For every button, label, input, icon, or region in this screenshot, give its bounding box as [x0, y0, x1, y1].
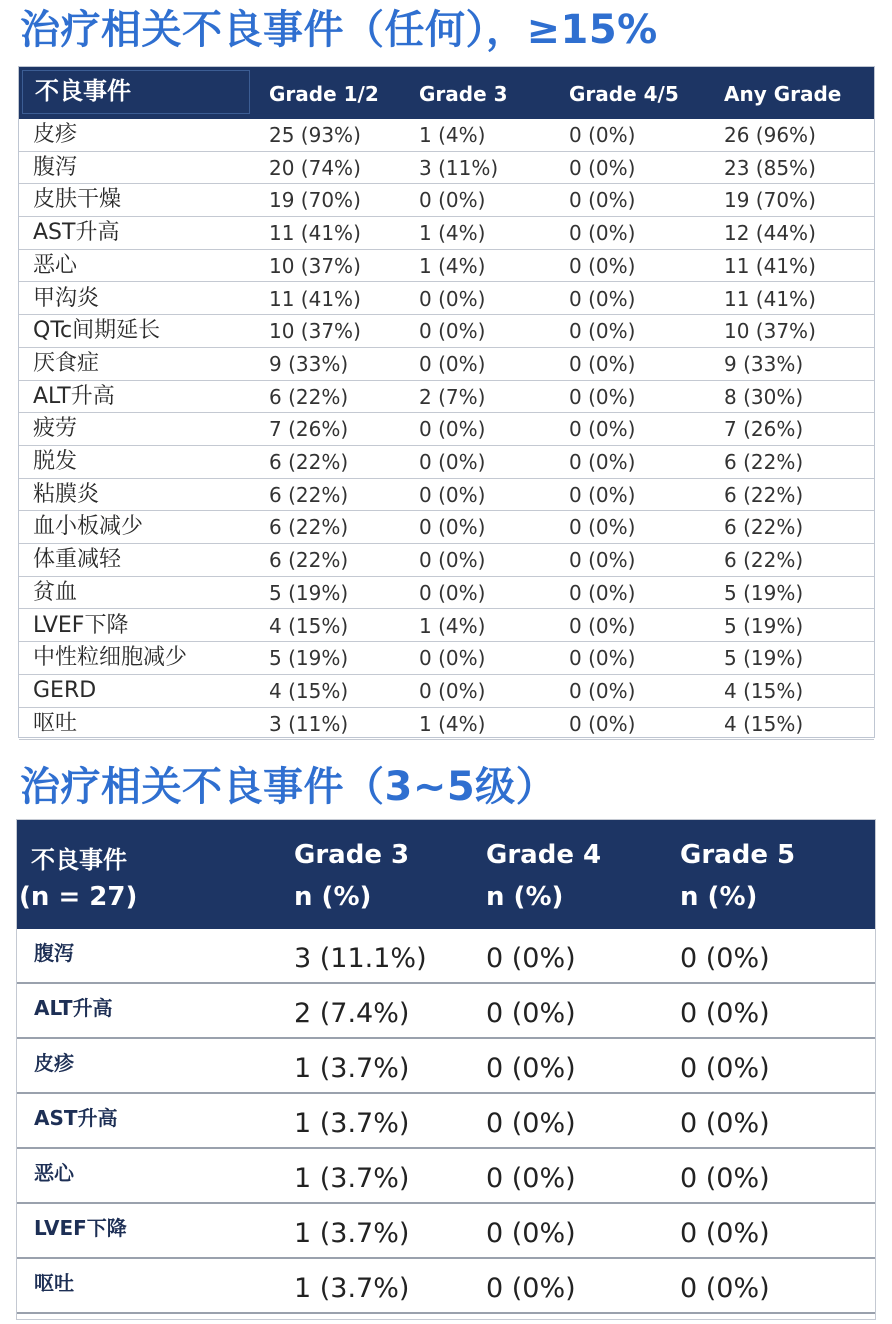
- value-cell: 0 (0%): [419, 515, 486, 540]
- value-cell: 0 (0%): [569, 253, 636, 278]
- value-cell: 0 (0%): [486, 943, 576, 974]
- table-row: [19, 511, 874, 544]
- table-row: [17, 1094, 875, 1149]
- value-cell: 2 (7.4%): [294, 998, 410, 1029]
- value-cell: 1 (3.7%): [294, 1163, 410, 1194]
- value-cell: 0 (0%): [486, 1108, 576, 1139]
- table-row: [19, 315, 874, 348]
- value-cell: 0 (0%): [569, 384, 636, 409]
- value-cell: 0 (0%): [680, 1163, 770, 1194]
- value-cell: 8 (30%): [724, 384, 804, 409]
- event-name-cell: 贫血: [33, 579, 78, 605]
- table-row: [17, 984, 875, 1039]
- value-cell: 12 (44%): [724, 221, 816, 246]
- value-cell: 7 (26%): [724, 417, 804, 442]
- header-cell: Grade 3: [294, 840, 410, 870]
- value-cell: 4 (15%): [724, 711, 804, 736]
- event-name-cell: 体重减轻: [33, 547, 122, 573]
- event-name-cell: 血小板减少: [33, 514, 144, 540]
- value-cell: 0 (0%): [486, 1163, 576, 1194]
- table-row: [19, 283, 874, 316]
- value-cell: 23 (85%): [724, 155, 816, 180]
- value-cell: 1 (4%): [419, 711, 486, 736]
- value-cell: 9 (33%): [269, 351, 349, 376]
- value-cell: 0 (0%): [569, 646, 636, 671]
- header-cell: Grade 5: [680, 840, 796, 870]
- value-cell: 6 (22%): [269, 548, 349, 573]
- value-cell: 1 (4%): [419, 221, 486, 246]
- table-row: [19, 479, 874, 512]
- value-cell: 0 (0%): [419, 417, 486, 442]
- value-cell: 6 (22%): [724, 548, 804, 573]
- value-cell: 25 (93%): [269, 123, 361, 147]
- table-row: [19, 642, 874, 675]
- value-cell: 0 (0%): [569, 711, 636, 736]
- event-name-cell: 皮疹: [33, 122, 78, 147]
- header-cell-sub: n (%): [486, 882, 564, 912]
- value-cell: 0 (0%): [419, 319, 486, 344]
- value-cell: 0 (0%): [569, 286, 636, 311]
- value-cell: 0 (0%): [680, 998, 770, 1029]
- page-title: 治疗相关不良事件（任何），≥15%: [20, 7, 658, 53]
- value-cell: 4 (15%): [724, 678, 804, 703]
- value-cell: 0 (0%): [569, 319, 636, 344]
- value-cell: 4 (15%): [269, 613, 349, 638]
- value-cell: 0 (0%): [419, 188, 486, 213]
- header-cell: Grade 4: [486, 840, 602, 870]
- value-cell: 0 (0%): [486, 1053, 576, 1084]
- value-cell: 7 (26%): [269, 417, 349, 442]
- value-cell: 11 (41%): [269, 221, 361, 246]
- value-cell: 20 (74%): [269, 155, 361, 180]
- value-cell: 5 (19%): [724, 613, 804, 638]
- table-row: [19, 610, 874, 643]
- event-name-cell: 粘膜炎: [33, 481, 100, 507]
- header-cell-sub: n (%): [680, 882, 758, 912]
- event-name-cell: 腹泻: [34, 941, 74, 965]
- value-cell: 1 (4%): [419, 613, 486, 638]
- value-cell: 0 (0%): [569, 351, 636, 376]
- event-name-cell: AST升高: [33, 220, 120, 246]
- value-cell: 0 (0%): [419, 548, 486, 573]
- value-cell: 1 (3.7%): [294, 1108, 410, 1139]
- value-cell: 0 (0%): [680, 1053, 770, 1084]
- header-cell: 不良事件: [31, 846, 127, 874]
- value-cell: 1 (4%): [419, 123, 486, 147]
- event-name-cell: 呕吐: [34, 1271, 74, 1295]
- value-cell: 0 (0%): [419, 580, 486, 605]
- event-name-cell: 恶心: [33, 252, 78, 278]
- event-name-cell: QTc间期延长: [33, 318, 161, 344]
- event-name-cell: 中性粒细胞减少: [33, 645, 188, 671]
- value-cell: 0 (0%): [486, 998, 576, 1029]
- value-cell: 2 (7%): [419, 384, 486, 409]
- value-cell: 0 (0%): [419, 482, 486, 507]
- table-header: [19, 67, 874, 119]
- table-row: [19, 152, 874, 185]
- table-row: [17, 1039, 875, 1094]
- event-name-cell: 甲沟炎: [33, 285, 100, 311]
- table-header: [17, 820, 875, 929]
- value-cell: 5 (19%): [724, 646, 804, 671]
- value-cell: 0 (0%): [569, 678, 636, 703]
- value-cell: 5 (19%): [269, 646, 349, 671]
- table-row: [17, 1149, 875, 1204]
- table-row: [19, 184, 874, 217]
- value-cell: 10 (37%): [724, 319, 816, 344]
- header-cell: Grade 4/5: [569, 82, 679, 106]
- header-cell: 不良事件: [22, 70, 250, 114]
- value-cell: 0 (0%): [569, 188, 636, 213]
- table-row: [19, 577, 874, 610]
- table-row: [19, 708, 874, 741]
- table-row: [19, 413, 874, 446]
- event-name-cell: 皮肤干燥: [33, 187, 122, 213]
- value-cell: 0 (0%): [680, 943, 770, 974]
- header-cell: Grade 3: [419, 82, 508, 106]
- value-cell: 1 (3.7%): [294, 1273, 410, 1304]
- table-row: [19, 675, 874, 708]
- adverse-events-grade3-5-table: [16, 819, 876, 1320]
- table-row: [19, 544, 874, 577]
- value-cell: 0 (0%): [419, 678, 486, 703]
- value-cell: 11 (41%): [269, 286, 361, 311]
- section-title: 治疗相关不良事件（3~5级）: [20, 764, 557, 810]
- value-cell: 3 (11%): [419, 155, 499, 180]
- event-name-cell: 呕吐: [33, 710, 78, 736]
- value-cell: 6 (22%): [269, 384, 349, 409]
- table-row: [19, 217, 874, 250]
- value-cell: 0 (0%): [569, 515, 636, 540]
- value-cell: 6 (22%): [269, 482, 349, 507]
- value-cell: 19 (70%): [269, 188, 361, 213]
- value-cell: 0 (0%): [569, 613, 636, 638]
- value-cell: 10 (37%): [269, 319, 361, 344]
- event-name-cell: 脱发: [33, 449, 78, 474]
- value-cell: 0 (0%): [569, 580, 636, 605]
- value-cell: 4 (15%): [269, 678, 349, 703]
- value-cell: 0 (0%): [569, 155, 636, 180]
- value-cell: 0 (0%): [419, 351, 486, 376]
- value-cell: 0 (0%): [569, 548, 636, 573]
- value-cell: 0 (0%): [486, 1218, 576, 1249]
- value-cell: 0 (0%): [419, 646, 486, 671]
- value-cell: 6 (22%): [269, 450, 349, 474]
- table-row: [17, 1259, 875, 1314]
- table-row: [19, 250, 874, 283]
- table-row: [19, 446, 874, 479]
- table-row: [19, 348, 874, 381]
- value-cell: 0 (0%): [419, 450, 486, 474]
- value-cell: 11 (41%): [724, 286, 816, 311]
- event-name-cell: 疲劳: [33, 416, 78, 442]
- event-name-cell: AST升高: [34, 1106, 118, 1130]
- value-cell: 1 (4%): [419, 253, 486, 278]
- value-cell: 3 (11%): [269, 711, 349, 736]
- value-cell: 0 (0%): [569, 482, 636, 507]
- value-cell: 9 (33%): [724, 351, 804, 376]
- event-name-cell: LVEF下降: [34, 1216, 127, 1240]
- value-cell: 11 (41%): [724, 253, 816, 278]
- value-cell: 19 (70%): [724, 188, 816, 213]
- header-cell-sub: n (%): [294, 882, 372, 912]
- adverse-events-any-grade-table: [18, 66, 875, 738]
- event-name-cell: 恶心: [34, 1161, 74, 1185]
- value-cell: 0 (0%): [680, 1108, 770, 1139]
- value-cell: 0 (0%): [569, 450, 636, 474]
- value-cell: 1 (3.7%): [294, 1053, 410, 1084]
- table-row: [17, 1204, 875, 1259]
- value-cell: 0 (0%): [569, 417, 636, 442]
- value-cell: 5 (19%): [724, 580, 804, 605]
- value-cell: 0 (0%): [569, 123, 636, 147]
- value-cell: 0 (0%): [569, 221, 636, 246]
- table-row: [19, 119, 874, 152]
- event-name-cell: ALT升高: [33, 383, 115, 409]
- event-name-cell: 腹泻: [33, 154, 78, 180]
- value-cell: 6 (22%): [724, 482, 804, 507]
- value-cell: 0 (0%): [486, 1273, 576, 1304]
- header-cell: Grade 1/2: [269, 82, 379, 106]
- value-cell: 6 (22%): [724, 515, 804, 540]
- value-cell: 0 (0%): [680, 1273, 770, 1304]
- value-cell: 3 (11.1%): [294, 943, 427, 974]
- event-name-cell: LVEF下降: [33, 612, 129, 638]
- event-name-cell: 皮疹: [34, 1051, 74, 1075]
- value-cell: 10 (37%): [269, 253, 361, 278]
- event-name-cell: ALT升高: [34, 996, 113, 1020]
- header-cell: Any Grade: [724, 82, 842, 106]
- value-cell: 1 (3.7%): [294, 1218, 410, 1249]
- value-cell: 26 (96%): [724, 123, 816, 147]
- value-cell: 6 (22%): [724, 450, 804, 474]
- table-row: [17, 929, 875, 984]
- event-name-cell: GERD: [33, 677, 97, 703]
- header-cell-sub: (n = 27): [19, 882, 138, 912]
- table-row: [19, 381, 874, 414]
- event-name-cell: 厌食症: [33, 350, 100, 376]
- value-cell: 0 (0%): [419, 286, 486, 311]
- value-cell: 0 (0%): [680, 1218, 770, 1249]
- value-cell: 6 (22%): [269, 515, 349, 540]
- value-cell: 5 (19%): [269, 580, 349, 605]
